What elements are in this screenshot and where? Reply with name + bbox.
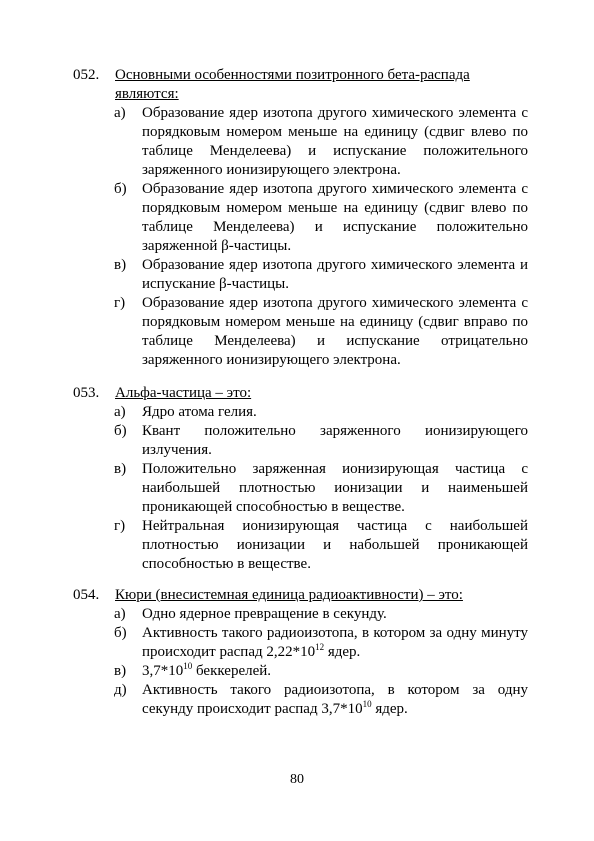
option-text: Образование ядер изотопа другого химического элемента с порядковым номером меньше на единицу (сдвиг вправо по таблице Менделеева) и испускание отрицательно заряженного ионизирующего электрона.: [142, 295, 528, 368]
option-a: [73, 403, 528, 422]
option-label: а): [114, 606, 126, 622]
option-label: г): [114, 295, 126, 311]
option-text: Одно ядерное превращение в секунду.: [142, 606, 387, 622]
option-text: Образование ядер изотопа другого химического элемента с порядковым номером меньше на единицу (сдвиг влево по таблице Менделеева) и испускание положительного заряженного ионизирующего электрона.: [142, 105, 528, 178]
question-title: Альфа-частица – это:: [115, 385, 252, 401]
option-text: 3,7*10: [142, 663, 184, 679]
option-label: д): [114, 682, 127, 698]
question-052: [73, 66, 528, 370]
options-list: [73, 104, 528, 370]
option-text: Активность такого радиоизотопа, в котором за одну секунду происходит распад 3,7*10: [142, 682, 528, 717]
question-054: [73, 586, 528, 719]
option-a: [73, 605, 528, 624]
option-text: Нейтральная ионизирующая частица с наибольшей плотностью ионизации и набольшей проникающей способностью в веществе.: [142, 518, 528, 572]
options-list: [73, 403, 528, 574]
option-label: б): [114, 181, 127, 197]
option-a: [73, 104, 528, 180]
option-g: [73, 294, 528, 370]
option-text-end: ядер.: [371, 701, 408, 717]
option-label: а): [114, 105, 126, 121]
option-v: [73, 256, 528, 294]
question-number: 053.: [73, 385, 100, 401]
options-list: [73, 605, 528, 719]
option-label: б): [114, 423, 127, 439]
option-d: [73, 681, 528, 719]
question-header: [73, 384, 528, 403]
option-label: г): [114, 518, 126, 534]
option-text: Квант положительно заряженного ионизирующего излучения.: [142, 423, 528, 458]
question-number: 052.: [73, 67, 100, 83]
option-text-end: ядер.: [324, 644, 361, 660]
question-header: [73, 586, 528, 605]
page-number: 80: [290, 772, 304, 787]
option-label: в): [114, 461, 127, 477]
option-text: Положительно заряженная ионизирующая частица с наибольшей плотностью ионизации и наименьшей проникающей способностью в веществе.: [142, 461, 528, 515]
option-g: [73, 517, 528, 574]
exponent: 12: [315, 642, 325, 652]
option-label: в): [114, 257, 127, 273]
option-b: [73, 422, 528, 460]
exponent: 10: [362, 699, 372, 709]
option-text: Образование ядер изотопа другого химического элемента и испускание β-частицы.: [142, 257, 528, 292]
option-label: в): [114, 663, 127, 679]
question-title: Кюри (внесистемная единица радиоактивности) – это:: [115, 587, 463, 603]
question-header: [73, 66, 528, 104]
exponent: 10: [183, 661, 193, 671]
option-text: Ядро атома гелия.: [142, 404, 257, 420]
option-v: [73, 460, 528, 517]
option-text-end: беккерелей.: [192, 663, 272, 679]
option-b: [73, 624, 528, 662]
option-v: [73, 662, 528, 681]
question-053: [73, 384, 528, 574]
option-label: б): [114, 625, 127, 641]
question-number: 054.: [73, 587, 100, 603]
option-text: Активность такого радиоизотопа, в котором за одну минуту происходит распад 2,22*10: [142, 625, 528, 660]
option-text: Образование ядер изотопа другого химического элемента с порядковым номером меньше на единицу (сдвиг влево по таблице Менделеева) и испускание положительно заряженной β-частицы.: [142, 181, 528, 254]
option-label: а): [114, 404, 126, 420]
option-b: [73, 180, 528, 256]
question-title: Основными особенностями позитронного бета-распада являются:: [115, 67, 470, 102]
